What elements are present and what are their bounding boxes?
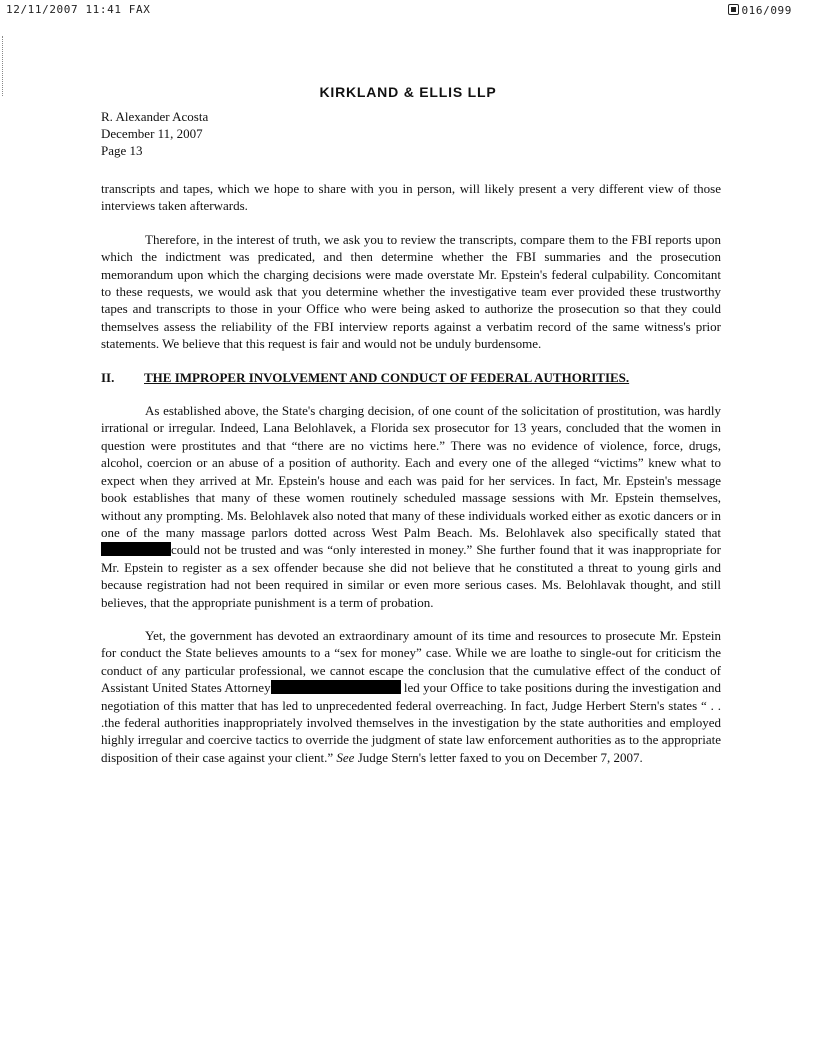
- paragraph-text: As established above, the State's charging decision, of one count of the solicitation of prostitution, was hardly irrational or irregular. Indeed, Lana Belohlavek, a Florida sex prosecutor for 13 years, concluded that the women in question were prostitutes and that “there are no victims here.” There was no evidence of violence, force, drugs, alcohol, coercion or an abuse of a position of authority. Each and every one of the alleged “victims” knew what to expect when they arrived at Mr. Epstein's house and each was paid for her services. In fact, Mr. Epstein's message book establishes that many of these women routinely scheduled massage sessions with Mr. Epstein themselves, without any prompting. Ms. Belohlavek also noted that many of these individuals worked either as exotic dancers or in one of the many massage parlors dotted across West Palm Beach. Ms. Belohlavek also specifically stated that: [101, 403, 721, 540]
- letter-body: [101, 180, 721, 782]
- section-title: THE IMPROPER INVOLVEMENT AND CONDUCT OF FEDERAL AUTHORITIES.: [144, 369, 630, 385]
- paragraph-government: [101, 627, 721, 766]
- redaction-box: [271, 680, 401, 694]
- letter-date: December 11, 2007: [101, 126, 203, 141]
- fax-header: [0, 3, 816, 19]
- paragraph-request: Therefore, in the interest of truth, we ask you to review the transcripts, compare them to the FBI reports upon which the indictment was predicated, and then determine whether the FBI summaries and the prosecution memorandum upon which the charging decisions were made overstate Mr. Epstein's federal culpability. Concomitant to these requests, we would ask that you determine whether the investigative team ever provided these trustworthy tapes and transcripts to those in your Office who were being asked to authorize the prosecution so that they could themselves assess the reliability of the FBI interview reports against a verbatim record of the same witness's prior statements. We believe that this request is fair and would not be unduly burdensome.: [101, 231, 721, 352]
- redaction-box: [101, 542, 171, 556]
- address-block: [101, 108, 208, 159]
- paragraph-text: Judge Stern's letter faxed to you on December 7, 2007.: [357, 749, 643, 765]
- section-heading: [101, 369, 721, 386]
- citation-signal: See: [336, 749, 355, 765]
- paragraph-continuation: transcripts and tapes, which we hope to share with you in person, will likely present a very different view of those interviews taken afterwards.: [101, 181, 721, 214]
- letterhead: KIRKLAND & ELLIS LLP: [319, 84, 497, 100]
- paragraph-text: led your Office to take positions during the investigation and negotiation of this matter that has led to unprecedented federal overreaching. In fact, Judge Herbert Stern's states “ . . .the federal authorities inappropriately involved themselves in the investigation by the state authorities and employed highly irregular and coercive tactics to override the judgment of state law enforcement authorities as to the appropriate disposition of their case against your client.”: [101, 680, 721, 765]
- paragraph-text: Yet, the government has devoted an extraordinary amount of its time and resources to prosecute Mr. Epstein for conduct the State believes amounts to a “sex for money” case. While we are loathe to single-out for criticism the conduct of any particular professional, we cannot escape the conclusion that the cumulative effect of the conduct of Assistant United States Attorney: [101, 627, 721, 696]
- page-number: Page 13: [101, 143, 143, 158]
- fax-page-icon: [728, 4, 739, 15]
- fax-datetime: 12/11/2007 11:41 FAX: [6, 3, 151, 16]
- paragraph-state-decision: [101, 402, 721, 611]
- recipient-name: R. Alexander Acosta: [101, 109, 209, 124]
- section-number: II.: [101, 369, 115, 385]
- fax-page-counter: 016/099: [741, 4, 792, 17]
- paragraph-text: could not be trusted and was “only interested in money.” She further found that it was inappropriate for Mr. Epstein to register as a sex offender because she did not believe that he constituted a threat to young girls and because registration had not been required in similar or even more serious cases. Ms. Belohlavak thought, and still believes, that the appropriate punishment is a term of probation.: [101, 542, 721, 610]
- fax-page-counter-wrap: [728, 3, 792, 17]
